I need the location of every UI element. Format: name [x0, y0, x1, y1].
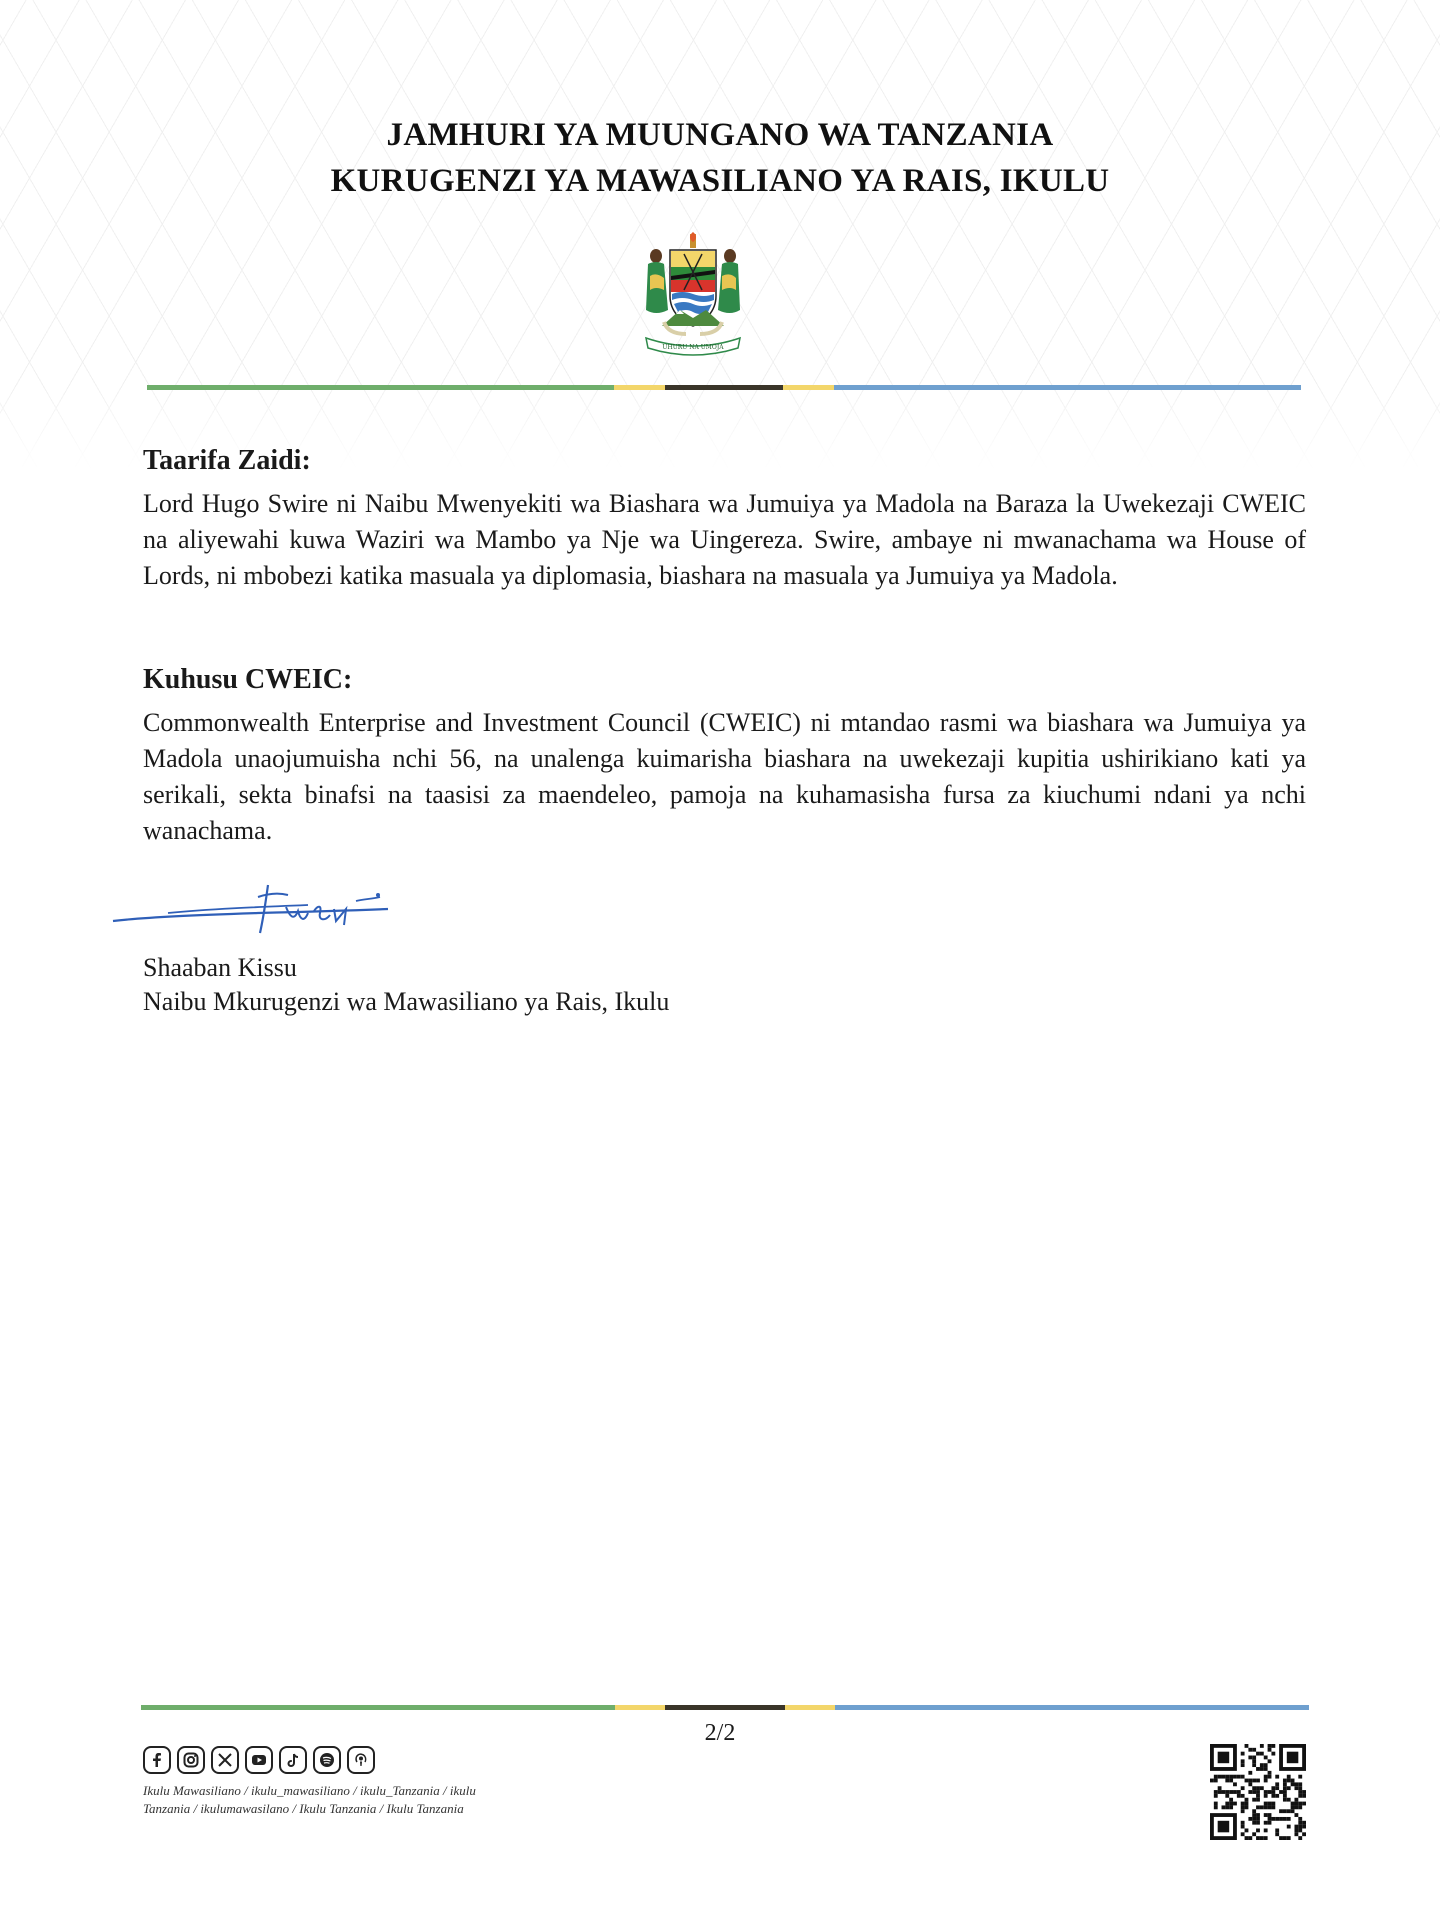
x-icon[interactable] [211, 1746, 239, 1774]
instagram-icon[interactable] [177, 1746, 205, 1774]
document-header [0, 112, 1440, 204]
footer-color-stripe [141, 1705, 1309, 1710]
header-line-1: JAMHURI YA MUUNGANO WA TANZANIA [386, 117, 1054, 153]
handwritten-signature [108, 875, 408, 940]
section-heading-kuhusu-cweic: Kuhusu CWEIC: [143, 664, 353, 695]
facebook-icon[interactable] [143, 1746, 171, 1774]
coat-of-arms-emblem [628, 230, 758, 360]
podcast-icon[interactable] [347, 1746, 375, 1774]
section-body-kuhusu-cweic: Commonwealth Enterprise and Investment Council (CWEIC) ni mtandao rasmi wa biashara wa Jumuiya ya Madola unaojumuisha nchi 56, na unalenga kuimarisha biashara na uwekezaji kupitia ushirikiano kati ya serikali, sekta binafsi na taasisi za maendeleo, pamoja na kuhamasisha fursa za kiuchumi ndani ya nchi wanachama. [143, 708, 1306, 845]
section-heading-taarifa-zaidi: Taarifa Zaidi: [143, 445, 311, 476]
section-body-taarifa-zaidi: Lord Hugo Swire ni Naibu Mwenyekiti wa Biashara wa Jumuiya ya Madola na Baraza la Uwekezaji CWEIC na aliyewahi kuwa Waziri wa Mambo ya Nje wa Uingereza. Swire, ambaye ni mwanachama wa House of Lords, ni mbobezi katika masuala ya diplomasia, biashara na masuala ya Jumuiya ya Madola. [143, 489, 1306, 590]
tiktok-icon[interactable] [279, 1746, 307, 1774]
qr-code[interactable] [1210, 1744, 1306, 1840]
social-icons [143, 1746, 375, 1774]
header-line-2: KURUGENZI YA MAWASILIANO YA RAIS, IKULU [330, 163, 1110, 199]
header-color-stripe [147, 385, 1301, 390]
svg-text:UHURU NA UMOJA: UHURU NA UMOJA [662, 344, 724, 351]
social-handles: Ikulu Mawasiliano / ikulu_mawasiliano / ikulu_Tanzania / ikulu Tanzania / ikulumawasilano / Ikulu Tanzania / Ikulu Tanzania [143, 1783, 476, 1816]
youtube-icon[interactable] [245, 1746, 273, 1774]
signatory-title: Naibu Mkurugenzi wa Mawasiliano ya Rais, Ikulu [143, 987, 670, 1016]
signatory-name: Shaaban Kissu [143, 953, 297, 982]
page-number: 2/2 [704, 1720, 736, 1746]
spotify-icon[interactable] [313, 1746, 341, 1774]
